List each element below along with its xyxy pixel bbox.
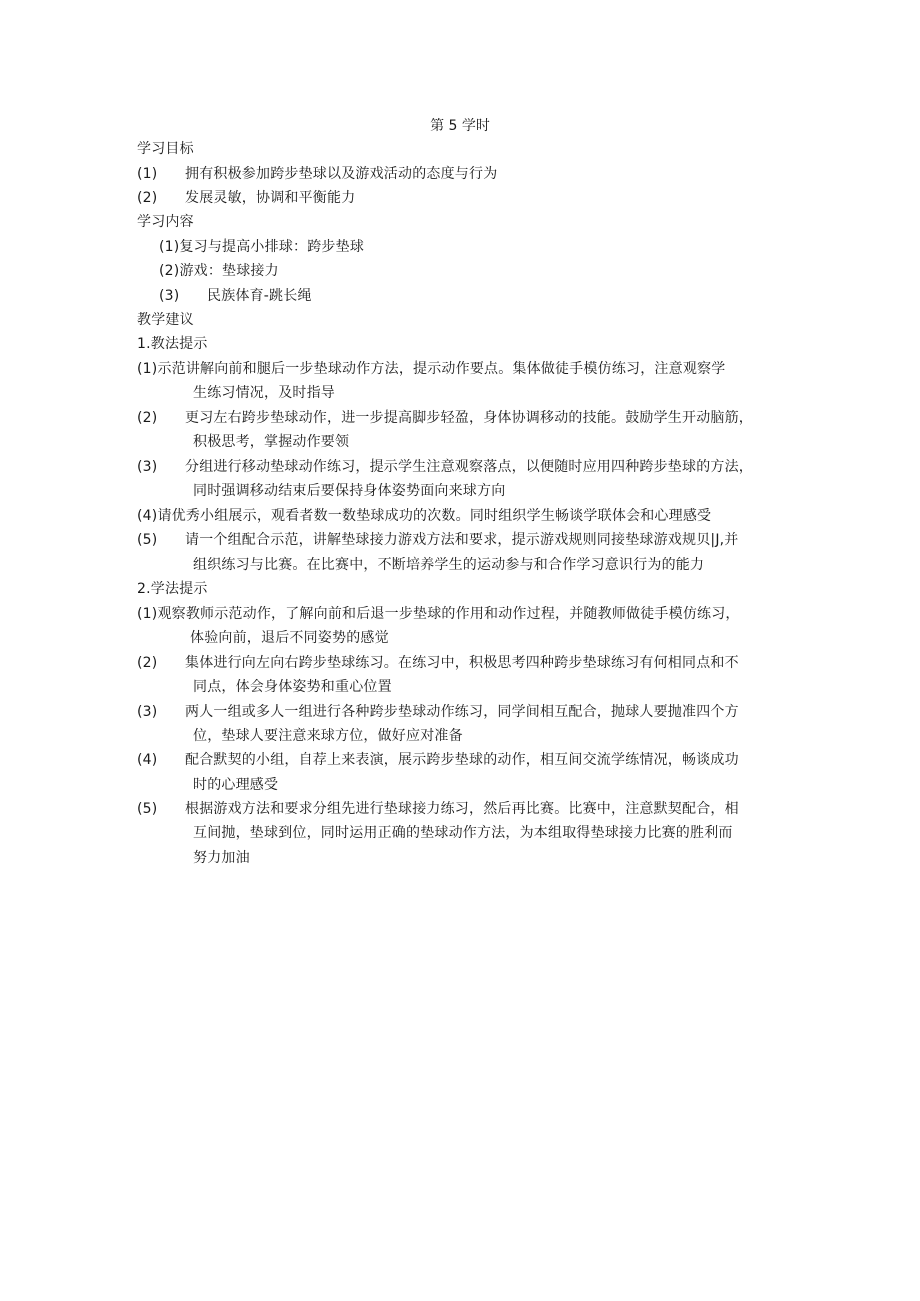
learning-text: 根据游戏方法和要求分组先进行垫球接力练习，然后再比赛。比赛中，注意默契配合，相	[185, 801, 739, 817]
content-text: 民族体育-跳长绳	[207, 288, 312, 304]
teaching-text: 更习左右跨步垫球动作，进一步提高脚步轻盈，身体协调移动的技能。鼓励学生开动脑筋，	[185, 410, 753, 426]
teaching-item-2-cont: 积极思考，掌握动作要领	[193, 434, 350, 450]
teaching-num: (2)	[137, 410, 158, 426]
content-num: (1)	[159, 239, 180, 255]
learning-item-4-cont: 时的心理感受	[193, 777, 279, 793]
content-item-2	[159, 261, 279, 281]
learning-item-3-cont: 位，垫球人要注意来球方位，做好应对准备	[193, 728, 463, 744]
teaching-item-3-cont: 同时强调移动结束后要保持身体姿势面向来球方向	[193, 483, 506, 499]
objective-text: 发展灵敏，协调和平衡能力	[185, 190, 356, 206]
teaching-item-1-cont: 生练习情况，及时指导	[193, 385, 335, 401]
learning-item-4	[137, 750, 739, 770]
advice-heading: 教学建议	[137, 312, 194, 328]
learning-item-2	[137, 653, 739, 673]
teaching-item-4	[137, 506, 711, 526]
learning-heading: 2.学法提示	[137, 581, 208, 597]
learning-num: (4)	[137, 752, 158, 768]
learning-num: (2)	[137, 655, 158, 671]
teaching-heading: 1.教法提示	[137, 336, 208, 352]
learning-item-5	[137, 799, 739, 819]
teaching-item-1	[137, 359, 725, 379]
teaching-item-5	[137, 530, 739, 550]
content-num: (2)	[159, 263, 180, 279]
content-num: (3)	[159, 288, 180, 304]
teaching-text: 请一个组配合示范，讲解垫球接力游戏方法和要求，提示游戏规则同接垫球游戏规贝|J,并	[185, 532, 739, 548]
learning-item-3	[137, 702, 739, 722]
learning-num: (1)	[137, 606, 158, 622]
teaching-text: 分组进行移动垫球动作练习，提示学生注意观察落点，以便随时应用四种跨步垫球的方法，	[185, 459, 753, 475]
content-text: 复习与提高小排球：跨步垫球	[179, 239, 365, 255]
teaching-num: (5)	[137, 532, 158, 548]
teaching-item-2	[137, 408, 753, 428]
page-title: 第 5 学时	[430, 118, 490, 134]
learning-text: 观察教师示范动作，了解向前和后退一步垫球的作用和动作过程，并随教师做徒手模仿练习，	[157, 606, 740, 622]
learning-num: (5)	[137, 801, 158, 817]
content-heading: 学习内容	[137, 214, 194, 230]
teaching-num: (4)	[137, 508, 158, 524]
learning-item-5-cont2: 努力加油	[193, 850, 250, 866]
learning-num: (3)	[137, 704, 158, 720]
learning-item-2-cont: 同点，体会身体姿势和重心位置	[193, 679, 392, 695]
content-item-3	[159, 286, 312, 306]
objective-item-2	[137, 188, 355, 208]
teaching-text: 示范讲解向前和腿后一步垫球动作方法，提示动作要点。集体做徒手模仿练习，注意观察学	[157, 361, 726, 377]
teaching-item-5-cont: 组织练习与比赛。在比赛中，不断培养学生的运动参与和合作学习意识行为的能力	[193, 557, 705, 573]
teaching-item-3	[137, 457, 753, 477]
objective-num: (1)	[137, 166, 158, 182]
learning-item-5-cont: 互间抛，垫球到位，同时运用正确的垫球动作方法，为本组取得垫球接力比赛的胜利而	[193, 825, 733, 841]
objective-text: 拥有积极参加跨步垫球以及游戏活动的态度与行为	[185, 166, 498, 182]
teaching-num: (1)	[137, 361, 158, 377]
content-text: 游戏：垫球接力	[179, 263, 279, 279]
learning-text: 配合默契的小组，自荐上来表演，展示跨步垫球的动作，相互间交流学练情况，畅谈成功	[185, 752, 739, 768]
objective-item-1	[137, 164, 497, 184]
content-item-1	[159, 237, 364, 257]
objectives-heading: 学习目标	[137, 141, 194, 157]
teaching-text: 请优秀小组展示，观看者数一数垫球成功的次数。同时组织学生畅谈学联体会和心理感受	[157, 508, 712, 524]
objective-num: (2)	[137, 190, 158, 206]
teaching-num: (3)	[137, 459, 158, 475]
learning-item-1	[137, 604, 740, 624]
learning-item-1-cont: 体验向前，退后不同姿势的感觉	[190, 630, 389, 646]
learning-text: 集体进行向左向右跨步垫球练习。在练习中，积极思考四种跨步垫球练习有何相同点和不	[185, 655, 739, 671]
learning-text: 两人一组或多人一组进行各种跨步垫球动作练习，同学间相互配合，抛球人要抛准四个方	[185, 704, 739, 720]
